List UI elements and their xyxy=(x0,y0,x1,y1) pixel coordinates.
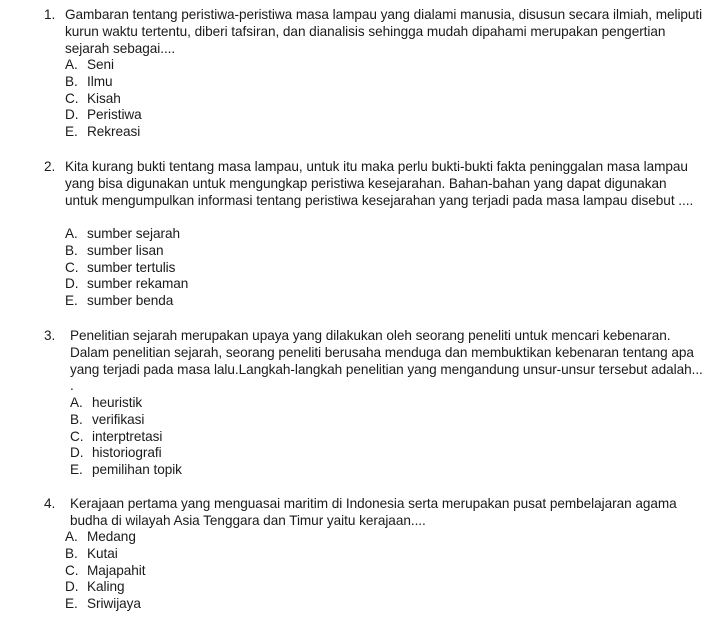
option-d: D. sumber rekaman xyxy=(65,276,189,292)
option-c: C. sumber tertulis xyxy=(65,259,176,275)
option-d: D. Kaling xyxy=(65,579,125,595)
option-e: E. pemilihan topik xyxy=(70,462,182,478)
question-text: Kerajaan pertama yang menguasai maritim di Indonesia serta merupakan pusat pembelajaran agama budha di wilayah Asia Tenggara dan Timur yaitu kerajaan.... xyxy=(70,496,677,528)
question-number: 1. xyxy=(44,7,56,22)
option-c: C. Kisah xyxy=(65,90,121,106)
question-number: 3. xyxy=(44,328,56,343)
option-list xyxy=(65,529,146,613)
option-list xyxy=(65,226,188,310)
question-text: Gambaran tentang peristiwa-peristiwa masa lampau yang dialami manusia, disusun secara ilmiah, meliputi kurun waktu tertentu, diberi tafsiran, dan dianalisis sehingga mudah dipahami merupakan pengertian sejarah sebagai.... xyxy=(65,7,703,56)
option-c: C. interptretasi xyxy=(70,428,163,444)
option-list xyxy=(65,57,142,141)
option-e: E. Sriwijaya xyxy=(65,596,141,612)
option-a: A. sumber sejarah xyxy=(65,226,180,241)
option-list xyxy=(70,395,182,479)
option-c: C. Majapahit xyxy=(65,562,146,578)
option-b: B. Kutai xyxy=(65,545,118,561)
option-b: B. verifikasi xyxy=(70,411,145,427)
option-e: E. Rekreasi xyxy=(65,124,141,140)
option-e: E. sumber benda xyxy=(65,293,174,309)
question-number: 4. xyxy=(44,496,56,511)
option-b: B. Ilmu xyxy=(65,73,113,89)
option-a: A. Medang xyxy=(65,529,136,544)
option-d: D. Peristiwa xyxy=(65,107,142,123)
option-d: D. historiografi xyxy=(70,445,162,461)
question-text: Penelitian sejarah merupakan upaya yang dilakukan oleh seorang peneliti untuk mencari kebenaran. Dalam penelitian sejarah, seorang peneliti berusaha menduga dan membuktikan kebenaran tentang apa yang terjadi pada masa lalu.Langkah-langkah penelitian yang mengandung unsur-unsur tersebut adalah... . xyxy=(70,328,703,394)
option-a: A. Seni xyxy=(65,57,115,72)
option-a: A. heuristik xyxy=(70,395,143,410)
question-number: 2. xyxy=(44,159,56,174)
option-b: B. sumber lisan xyxy=(65,242,164,258)
question-text: Kita kurang bukti tentang masa lampau, untuk itu maka perlu bukti-bukti fakta peninggalan masa lampau yang bisa digunakan untuk mengungkap peristiwa kesejarahan. Bahan-bahan yang dapat digunakan untuk mengumpulkan informasi tentang peristiwa kesejarahan yang terjadi pada masa lampau disebut .... xyxy=(65,159,694,208)
